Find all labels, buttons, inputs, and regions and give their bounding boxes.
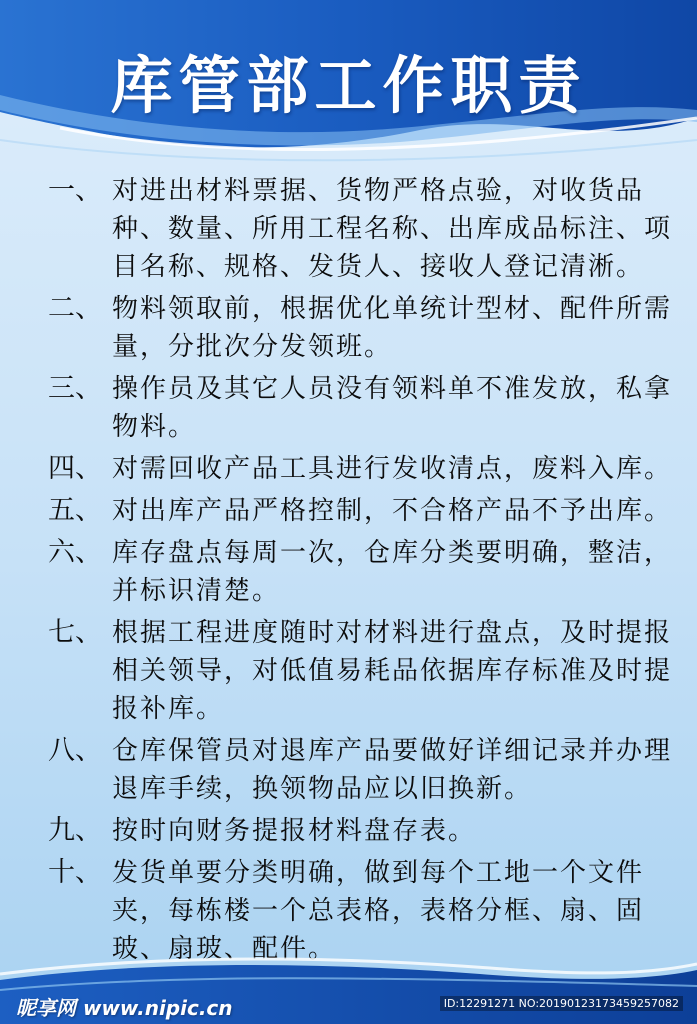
duty-number: 五、 xyxy=(48,495,102,526)
duty-list xyxy=(48,172,688,968)
duty-text: 操作员及其它人员没有领料单不准发放，私拿物料。 xyxy=(112,374,673,442)
poster-title: 库管部工作职责 xyxy=(110,49,587,122)
duty-item-7 xyxy=(48,614,688,728)
duty-number: 六、 xyxy=(48,537,102,568)
duty-number: 八、 xyxy=(48,735,102,766)
duty-text: 对进出材料票据、货物严格点验，对收货品种、数量、所用工程名称、出库成品标注、项目名称、规格、发货人、接收人登记清淅。 xyxy=(112,176,673,282)
duty-item-2 xyxy=(48,290,688,366)
duty-number: 四、 xyxy=(48,453,102,484)
duty-item-6 xyxy=(48,534,688,610)
duty-item-8 xyxy=(48,732,688,808)
duty-text: 对出库产品严格控制，不合格产品不予出库。 xyxy=(112,496,673,526)
duty-item-1 xyxy=(48,172,688,286)
duty-text: 按时向财务提报材料盘存表。 xyxy=(112,816,477,846)
duty-item-3 xyxy=(48,370,688,446)
duty-number: 七、 xyxy=(48,617,102,648)
duty-number: 一、 xyxy=(48,175,102,206)
duty-text: 发货单要分类明确，做到每个工地一个文件夹，每栋楼一个总表格，表格分框、扇、固玻、扇玻、配件。 xyxy=(112,858,645,964)
duty-text: 对需回收产品工具进行发收清点，废料入库。 xyxy=(112,454,673,484)
duty-number: 三、 xyxy=(48,373,102,404)
duty-item-4 xyxy=(48,450,688,488)
duty-number: 九、 xyxy=(48,815,102,846)
duty-text: 仓库保管员对退库产品要做好详细记录并办理退库手续，换领物品应以旧换新。 xyxy=(112,736,673,804)
duty-text: 根据工程进度随时对材料进行盘点，及时提报相关领导，对低值易耗品依据库存标准及时提报补库。 xyxy=(112,618,673,724)
watermark-site: 昵享网 www.nipic.cn xyxy=(16,996,233,1020)
duty-number: 十、 xyxy=(48,857,102,888)
watermark-id: ID:12291271 NO:20190123173459257082 xyxy=(440,996,683,1011)
duty-number: 二、 xyxy=(48,293,102,324)
duty-item-9 xyxy=(48,812,688,850)
duty-text: 库存盘点每周一次，仓库分类要明确，整洁，并标识清楚。 xyxy=(112,538,673,606)
duty-text: 物料领取前，根据优化单统计型材、配件所需量，分批次分发领班。 xyxy=(112,294,673,362)
duty-item-5 xyxy=(48,492,688,530)
